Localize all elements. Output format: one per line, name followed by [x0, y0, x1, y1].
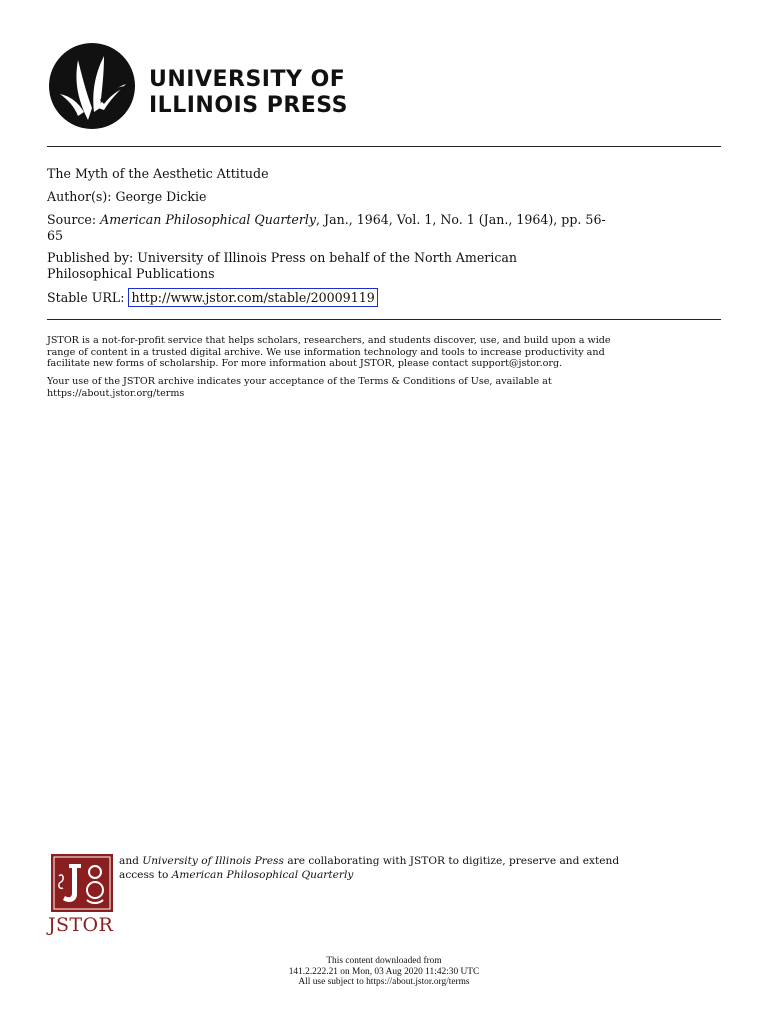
article-title: The Myth of the Aesthetic Attitude: [47, 166, 269, 181]
download-terms: All use subject to https://about.jstor.org/terms: [298, 977, 470, 987]
download-line: This content downloaded from: [326, 956, 442, 966]
download-ip-timestamp: 141.2.222.21 on Mon, 03 Aug 2020 11:42:30 UTC: [288, 966, 480, 977]
collab-press: University of Illinois Press: [142, 855, 284, 867]
download-info: [0, 956, 768, 988]
collaboration-statement: [119, 855, 719, 882]
stable-url-line: [47, 290, 722, 306]
source-details: , Jan., 1964, Vol. 1, No. 1 (Jan., 1964), pp. 56-: [316, 212, 606, 227]
terms-url: https://about.jstor.org/terms: [47, 387, 185, 399]
leaf-emblem-icon: [48, 42, 136, 130]
source-line: [47, 212, 722, 244]
source-details-cont: 65: [47, 228, 64, 243]
published-label: Published by:: [47, 250, 134, 265]
jstor-description: [47, 335, 722, 370]
author-line: [47, 189, 722, 205]
collab-journal: American Philosophical Quarterly: [171, 868, 354, 881]
published-line: [47, 250, 722, 282]
top-divider: [47, 146, 721, 147]
source-label: Source:: [47, 212, 97, 227]
author-label: Author(s):: [47, 189, 112, 204]
published-by-cont: Philosophical Publications: [47, 266, 215, 281]
collab-and: and: [119, 855, 139, 867]
published-by: University of Illinois Press on behalf of the North American: [137, 250, 518, 265]
publisher-name: [149, 67, 348, 119]
publisher-name-line2: ILLINOIS PRESS: [149, 93, 349, 118]
middle-divider: [47, 319, 721, 320]
terms-notice-line: Your use of the JSTOR archive indicates your acceptance of the Terms & Conditions of Use, available at: [47, 376, 552, 387]
stable-url-link[interactable]: http://www.jstor.com/stable/20009119: [128, 288, 377, 307]
collab-text: are collaborating with JSTOR to digitize, preserve and extend: [287, 855, 620, 867]
collab-access: access to: [119, 868, 169, 881]
jstor-wordmark: JSTOR: [48, 914, 114, 936]
jstor-description-line: facilitate new forms of scholarship. For more information about JSTOR, please contact support@jstor.org.: [47, 358, 563, 370]
source-journal: American Philosophical Quarterly: [100, 212, 317, 227]
publisher-logo: [48, 42, 348, 130]
jstor-description-line: JSTOR is a not-for-profit service that helps scholars, researchers, and students discover, use, and build upon a wide: [47, 335, 611, 346]
jstor-seal-icon: [51, 854, 113, 912]
jstor-logo: [48, 854, 116, 938]
publisher-name-line1: UNIVERSITY OF: [149, 67, 346, 92]
author-name: George Dickie: [115, 189, 207, 204]
terms-notice: [47, 376, 722, 399]
jstor-description-line: range of content in a trusted digital archive. We use information technology and tools to increase productivity and: [47, 346, 605, 358]
stable-url-label: Stable URL:: [47, 290, 125, 305]
